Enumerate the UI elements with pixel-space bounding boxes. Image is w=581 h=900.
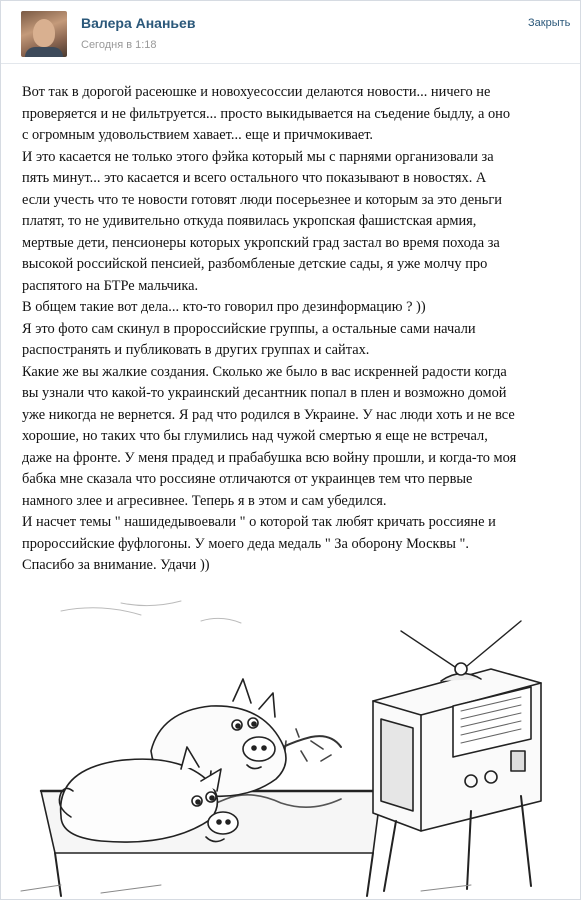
post-line: проверяется и не фильтруется... просто выкидывается на съедение быдлу, а оно [22, 105, 511, 122]
post-line: В общем такие вот дела... кто-то говорил про дезинформацию ? )) [22, 299, 426, 315]
post-line: распостранять и публиковать в других группах и сайтах. [22, 342, 370, 358]
post-line: если учесть что те новости готовят люди посерьезнее и которым за это деньги [22, 191, 502, 208]
post-line: уже никогда не вернется. Я рад что родился в Украине. У нас люди хоть и не все [22, 406, 515, 423]
post-line: пророссийские фуфлогоны. У моего деда медаль " За оборону Москвы ". [22, 535, 469, 552]
post-line: даже на фронте. У меня прадед и прабабушка всю войну прошли, и когда-то моя [22, 449, 517, 466]
author-name[interactable]: Валера Ананьев [81, 15, 196, 31]
post-line: пять минут... это касается и всего остального что показывают в новостях. А [22, 170, 487, 186]
post-line: мертвые дети, пенсионеры которых укропский град застал во время похода за [22, 234, 500, 251]
post-line: Спасибо за внимание. Удачи )) [22, 557, 210, 573]
post-line: И это касается не только этого фэйка который мы с парнями организовали за [22, 148, 494, 165]
close-link[interactable]: Закрыть [528, 17, 571, 29]
post-line: бабка мне сказала что россияне отличаются от украинцев тем что первые [22, 471, 473, 487]
avatar-face [33, 19, 55, 47]
post-line: намного злее и агресивнее. Теперь я в этом и сам убедился. [22, 492, 387, 509]
cartoon-image[interactable] [1, 591, 581, 900]
post-line: хорошие, но таких что бы глумились над чужой смертью я еще не встречал, [22, 428, 488, 444]
post-line: с огромным удовольствием хавает... еще и причмокивает. [22, 127, 374, 143]
post-text [22, 82, 567, 577]
post-line: Вот так в дорогой расеюшке и новохуесоссии делаются новости... ничего не [22, 84, 491, 100]
post-line: распятого на БТРе мальчика. [22, 277, 199, 294]
post-line: платят, то не удивительно откуда появилась укропская фашистская армия, [22, 213, 477, 229]
post-date[interactable]: Сегодня в 1:18 [81, 39, 157, 51]
post-line: вы узнали что какой-то украинский десантник попал в плен и возможно домой [22, 385, 507, 401]
avatar[interactable] [21, 11, 67, 57]
post-line: Я это фото сам скинул в пророссийские группы, а остальные сами начали [22, 320, 476, 337]
post-line: высокой российской пенсией, разбомбленые детские сады, я уже молчу про [22, 256, 488, 272]
avatar-shirt [25, 47, 63, 57]
post-line: И насчет темы " нашидедывоевали " о которой так любят кричать россияне и [22, 514, 496, 530]
post-header [1, 1, 580, 64]
post-line: Какие же вы жалкие создания. Сколько же было в вас искренней радости когда [22, 363, 507, 380]
